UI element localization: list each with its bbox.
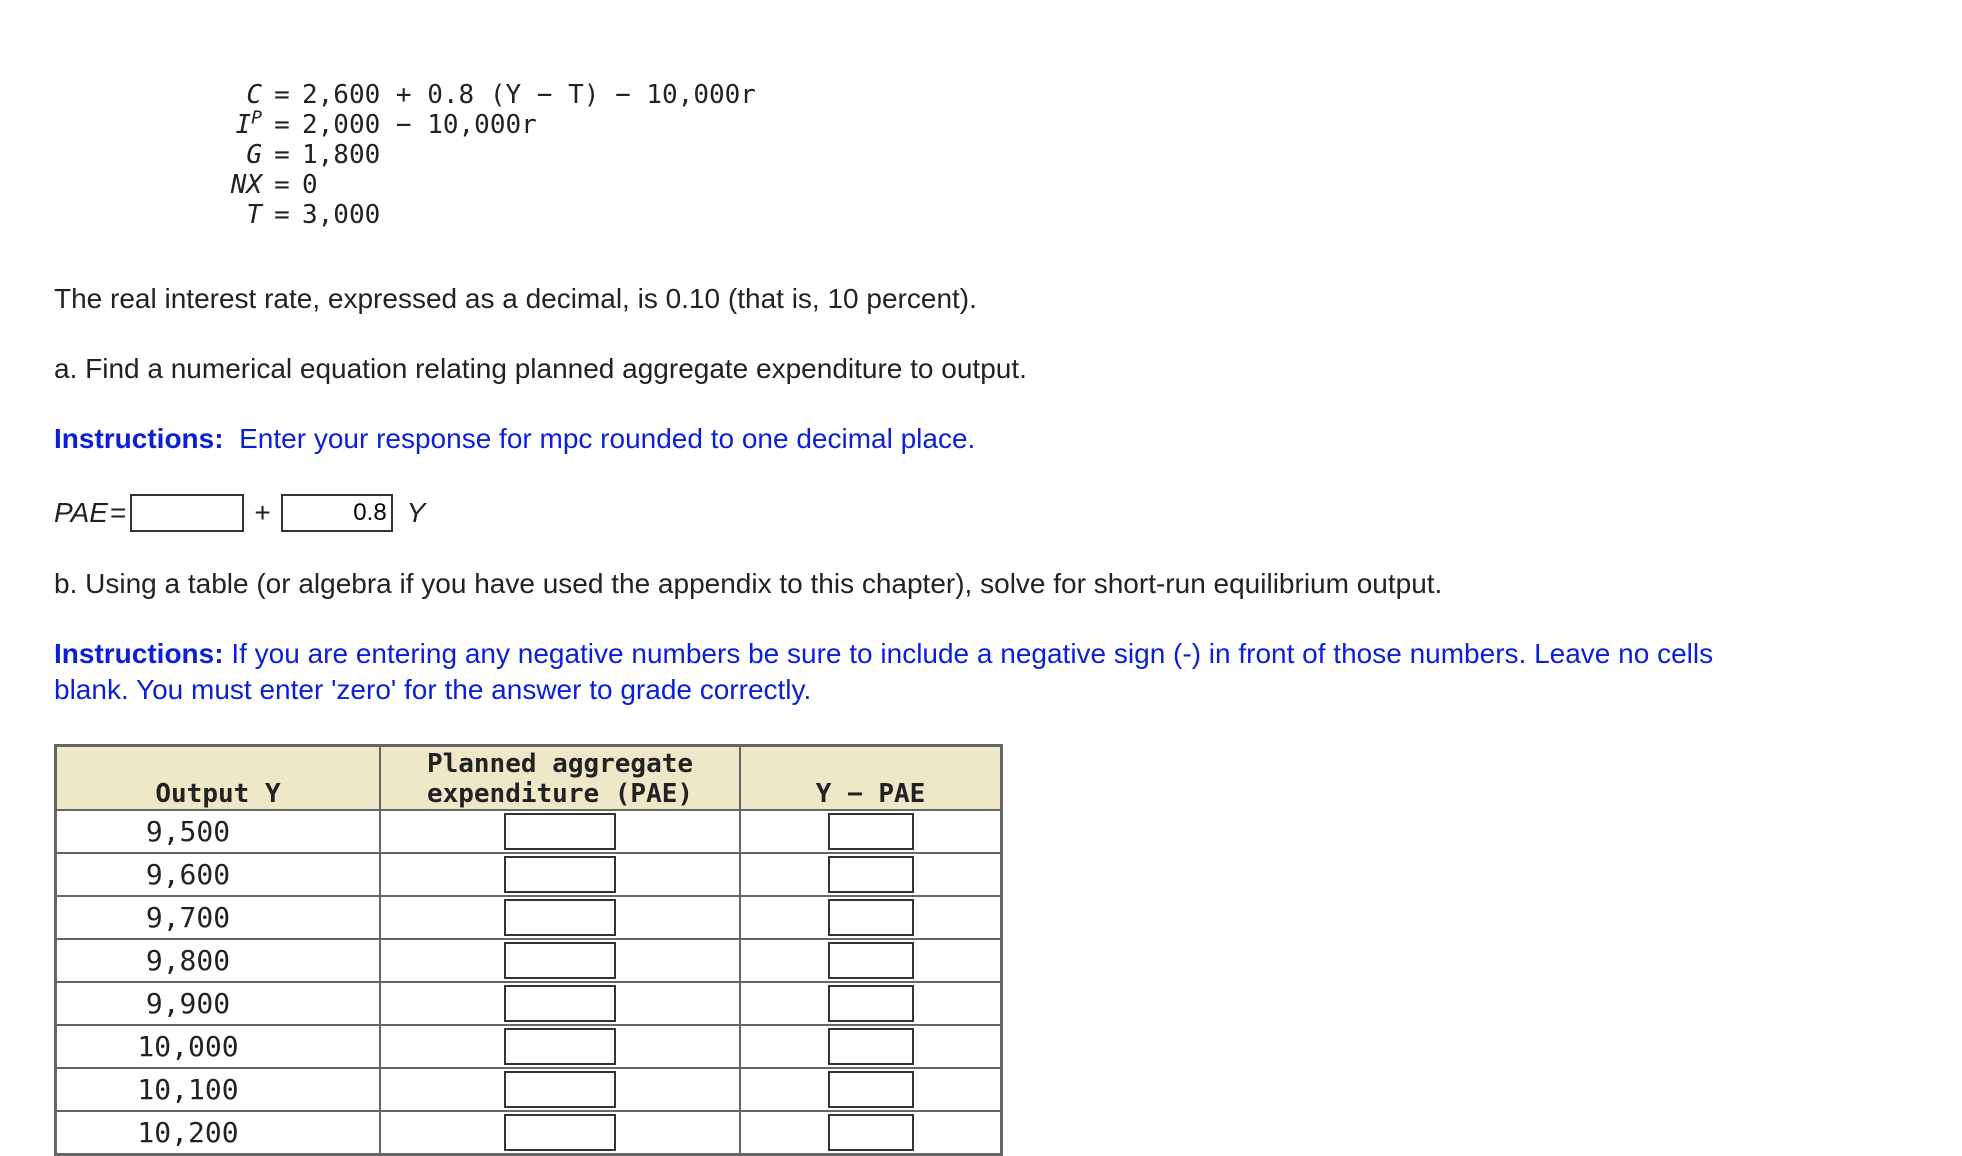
equation-variable: T <box>246 200 262 230</box>
output-value: 9,900 <box>56 982 381 1025</box>
pae-cell <box>380 982 740 1025</box>
table-header-row <box>56 746 1002 811</box>
mpc-input[interactable] <box>281 494 393 532</box>
y-minus-pae-input[interactable] <box>828 856 914 893</box>
table-row <box>56 982 1002 1025</box>
header-pae-line2: expenditure (PAE) <box>426 779 694 809</box>
pae-equation <box>54 494 425 532</box>
pae-input[interactable] <box>504 899 616 936</box>
output-value: 10,100 <box>56 1068 381 1111</box>
equals-sign: = <box>274 80 290 110</box>
y-minus-pae-input[interactable] <box>828 1114 914 1151</box>
header-output <box>56 746 381 811</box>
equation-variable: C <box>246 80 262 110</box>
header-pae <box>380 746 740 811</box>
table-row <box>56 939 1002 982</box>
instructions-label: Instructions: <box>54 638 224 669</box>
part-b-question: b. Using a table (or algebra if you have used the appendix to this chapter), solve for short-run equilibrium output. <box>54 568 1443 599</box>
equilibrium-table <box>54 744 1003 1156</box>
equation-row <box>210 170 756 200</box>
y-minus-pae-input[interactable] <box>828 813 914 850</box>
header-y-minus-pae <box>740 746 1002 811</box>
equation-variable: G <box>246 140 262 170</box>
pae-cell <box>380 1068 740 1111</box>
output-value: 9,700 <box>56 896 381 939</box>
table-row <box>56 1111 1002 1155</box>
equals-sign: = <box>109 497 127 528</box>
pae-input[interactable] <box>504 856 616 893</box>
equals-sign: = <box>274 170 290 200</box>
equation-rhs: 0 <box>302 170 318 200</box>
model-equations <box>210 80 756 230</box>
header-output-text: Output Y <box>155 779 281 809</box>
instructions-text: If you are entering any negative numbers be sure to include a negative sign (-) in front of those numbers. Leave no cells <box>231 638 1714 669</box>
instructions-label: Instructions: <box>54 423 224 454</box>
interest-rate-text: The real interest rate, expressed as a decimal, is 0.10 (that is, 10 percent). <box>54 283 977 314</box>
part-a-question: a. Find a numerical equation relating planned aggregate expenditure to output. <box>54 353 1027 384</box>
part-b-instructions <box>54 636 1713 708</box>
pae-cell <box>380 810 740 853</box>
equation-rhs: 1,800 <box>302 140 381 170</box>
diff-cell <box>740 810 1002 853</box>
y-minus-pae-input[interactable] <box>828 1071 914 1108</box>
diff-cell <box>740 1111 1002 1155</box>
equals-sign: = <box>274 200 290 230</box>
equation-rhs: 2,000 − 10,000r <box>302 110 537 140</box>
pae-input[interactable] <box>504 1028 616 1065</box>
output-value: 9,600 <box>56 853 381 896</box>
pae-input[interactable] <box>504 942 616 979</box>
table-row <box>56 853 1002 896</box>
diff-cell <box>740 1068 1002 1111</box>
pae-label: PAE <box>54 497 108 528</box>
pae-cell <box>380 939 740 982</box>
y-minus-pae-input[interactable] <box>828 985 914 1022</box>
equation-row <box>210 140 756 170</box>
diff-cell <box>740 939 1002 982</box>
y-minus-pae-input[interactable] <box>828 899 914 936</box>
diff-cell <box>740 896 1002 939</box>
y-minus-pae-input[interactable] <box>828 942 914 979</box>
header-diff-text: Y − PAE <box>815 779 926 809</box>
diff-cell <box>740 982 1002 1025</box>
equation-row <box>210 107 756 140</box>
intercept-input[interactable] <box>130 494 244 532</box>
header-pae-line1: Planned aggregate <box>426 749 694 779</box>
pae-cell <box>380 1111 740 1155</box>
y-minus-pae-input[interactable] <box>828 1028 914 1065</box>
output-value: 10,200 <box>56 1111 381 1155</box>
diff-cell <box>740 853 1002 896</box>
output-value: 9,500 <box>56 810 381 853</box>
pae-input[interactable] <box>504 813 616 850</box>
table-row <box>56 1068 1002 1111</box>
diff-cell <box>740 1025 1002 1068</box>
y-label: Y <box>406 497 426 528</box>
part-a-instructions <box>54 421 975 457</box>
equation-rhs: 2,600 + 0.8 (Y − T) − 10,000r <box>302 80 756 110</box>
plus-sign: + <box>254 497 271 528</box>
equation-variable: $I^P$ <box>235 107 262 140</box>
equation-variable: NX <box>230 170 262 200</box>
equals-sign: = <box>274 110 290 140</box>
output-value: 10,000 <box>56 1025 381 1068</box>
table-row <box>56 896 1002 939</box>
equation-row <box>210 80 756 110</box>
equation-rhs: 3,000 <box>302 200 381 230</box>
table-row <box>56 1025 1002 1068</box>
pae-input[interactable] <box>504 1071 616 1108</box>
pae-cell <box>380 1025 740 1068</box>
pae-input[interactable] <box>504 985 616 1022</box>
instructions-text-continued: blank. You must enter 'zero' for the answer to grade correctly. <box>54 674 812 705</box>
equals-sign: = <box>274 140 290 170</box>
pae-cell <box>380 896 740 939</box>
table-row <box>56 810 1002 853</box>
output-value: 9,800 <box>56 939 381 982</box>
instructions-text: Enter your response for mpc rounded to one decimal place. <box>239 423 976 454</box>
equation-row <box>210 200 756 230</box>
pae-input[interactable] <box>504 1114 616 1151</box>
pae-cell <box>380 853 740 896</box>
